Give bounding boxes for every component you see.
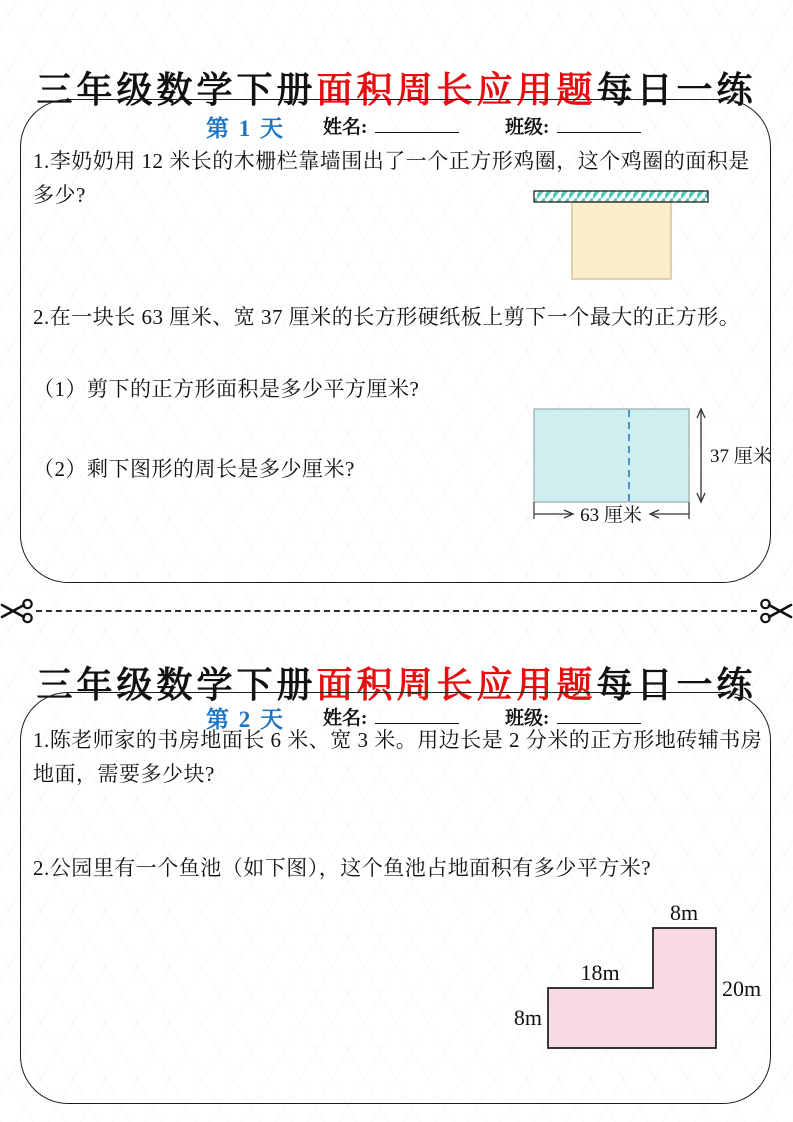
- cardboard-rect-figure: [521, 400, 781, 535]
- day1-class-field: [505, 112, 641, 139]
- wall-hatched-bar: [534, 191, 708, 202]
- title-highlight: 面积周长应用题: [316, 70, 597, 111]
- pond-middle-dimension-label: 18m: [580, 960, 620, 985]
- pond-top-dimension-label: 8m: [669, 900, 699, 925]
- name-label: 姓名:: [323, 117, 368, 138]
- cut-line: [0, 594, 793, 628]
- class-label: 班级:: [505, 708, 550, 729]
- title-suffix: 每日一练: [596, 665, 757, 706]
- pond-right-dimension-label: 20m: [722, 976, 762, 1001]
- day1-name-field: [323, 112, 459, 139]
- scissors-left-icon: [0, 597, 34, 625]
- title-suffix: 每日一练: [596, 70, 757, 111]
- height-dimension-label: 37 厘米: [710, 446, 772, 467]
- pond-left-dimension-label: 8m: [513, 1005, 542, 1030]
- title-highlight: 面积周长应用题: [316, 665, 597, 706]
- class-label: 班级:: [505, 117, 550, 138]
- title-prefix: 三年级数学下册: [36, 70, 317, 111]
- day2-box: [20, 692, 771, 1104]
- day1-problem2-q1-text: （1）剪下的正方形面积是多少平方厘米?: [33, 377, 420, 401]
- fish-pond-figure: [481, 896, 781, 1061]
- chicken-pen-figure: [521, 186, 751, 298]
- day1-header: [21, 100, 770, 140]
- day2-problem1-text: 1.陈老师家的书房地面长 6 米、宽 3 米。用边长是 2 分米的正方形地砖辅书房地面，需要多少块?: [33, 728, 763, 786]
- pond-l-shape: [548, 928, 716, 1048]
- cardboard-rect-shape: [534, 409, 689, 502]
- cut-dash-line: [36, 610, 757, 612]
- day2-label: 第 2 天: [206, 707, 285, 732]
- day1-problem1-text: 1.李奶奶用 12 米长的木栅栏靠墙围出了一个正方形鸡圈，这个鸡圈的面积是多少?: [33, 149, 750, 207]
- day2-problem2-text: 2.公园里有一个鱼池（如下图），这个鱼池占地面积有多少平方米?: [33, 856, 652, 880]
- day1-problem2-text: 2.在一块长 63 厘米、宽 37 厘米的长方形硬纸板上剪下一个最大的正方形。: [33, 305, 741, 329]
- name-blank-line: [375, 707, 459, 724]
- name-blank-line: [375, 116, 459, 133]
- title-prefix: 三年级数学下册: [36, 665, 317, 706]
- name-label: 姓名:: [323, 708, 368, 729]
- day1-problem2-q2-text: （2）剩下图形的周长是多少厘米?: [33, 457, 355, 481]
- class-blank-line: [557, 116, 641, 133]
- class-blank-line: [557, 707, 641, 724]
- width-dimension-label: 63 厘米: [580, 505, 642, 526]
- day1-label: 第 1 天: [206, 116, 285, 141]
- pen-square-shape: [572, 202, 671, 279]
- day1-box: [20, 99, 771, 583]
- scissors-right-icon: [759, 597, 793, 625]
